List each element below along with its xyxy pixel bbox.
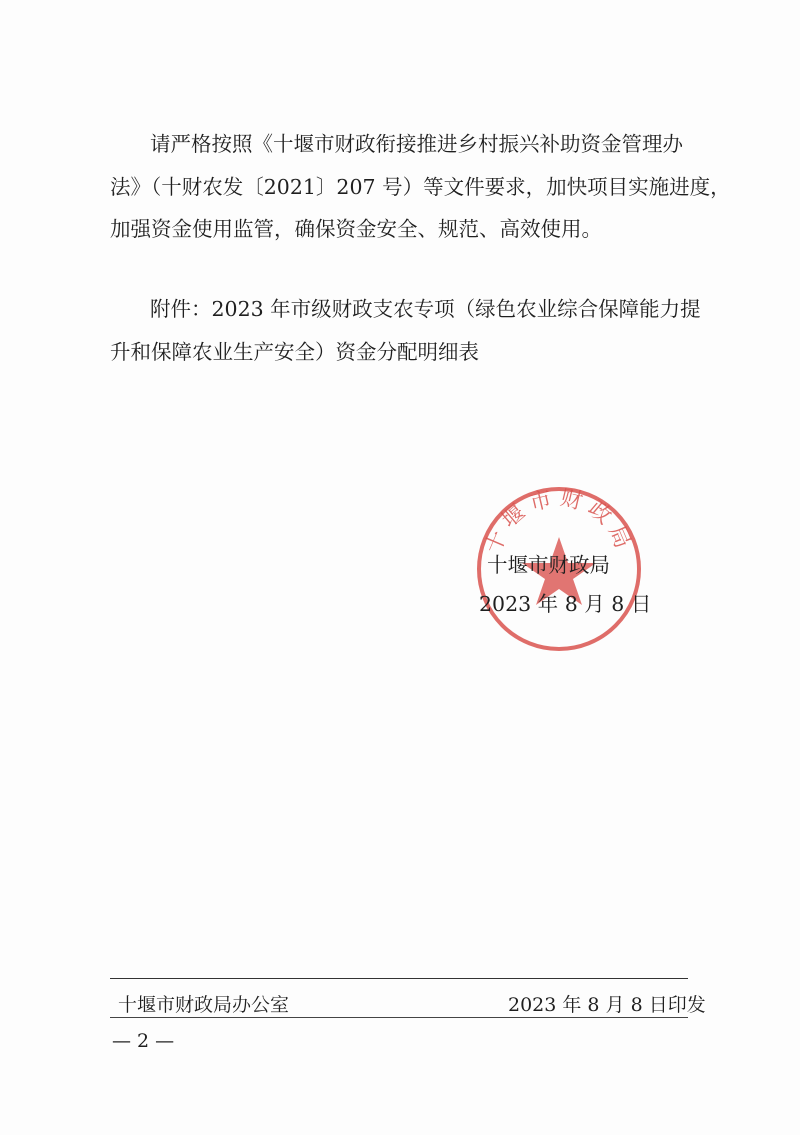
attachment-line-1: 附件：2023 年市级财政支农专项（绿色农业综合保障能力提 — [150, 297, 701, 321]
body-line-3: 加强资金使用监管，确保资金安全、规范、高效使用。 — [110, 217, 602, 241]
seal-text: 十堰市财政局 — [480, 485, 638, 558]
footer-top-rule — [110, 978, 688, 979]
footer-issue-date: 2023 年 8 月 8 日印发 — [508, 994, 706, 1016]
footer-issuer: 十堰市财政局办公室 — [118, 994, 290, 1016]
footer-bottom-rule — [110, 1017, 688, 1018]
signature-date: 2023 年 8 月 8 日 — [479, 592, 652, 616]
body-line-1: 请严格按照《十堰市财政衔接推进乡村振兴补助资金管理办 — [150, 132, 683, 156]
signature-org: 十堰市财政局 — [487, 553, 610, 577]
attachment-line-2: 升和保障农业生产安全）资金分配明细表 — [110, 340, 479, 364]
body-line-2: 法》（十财农发〔2021〕207 号）等文件要求，加快项目实施进度， — [110, 175, 731, 199]
page-number: — 2 — — [112, 1030, 175, 1052]
